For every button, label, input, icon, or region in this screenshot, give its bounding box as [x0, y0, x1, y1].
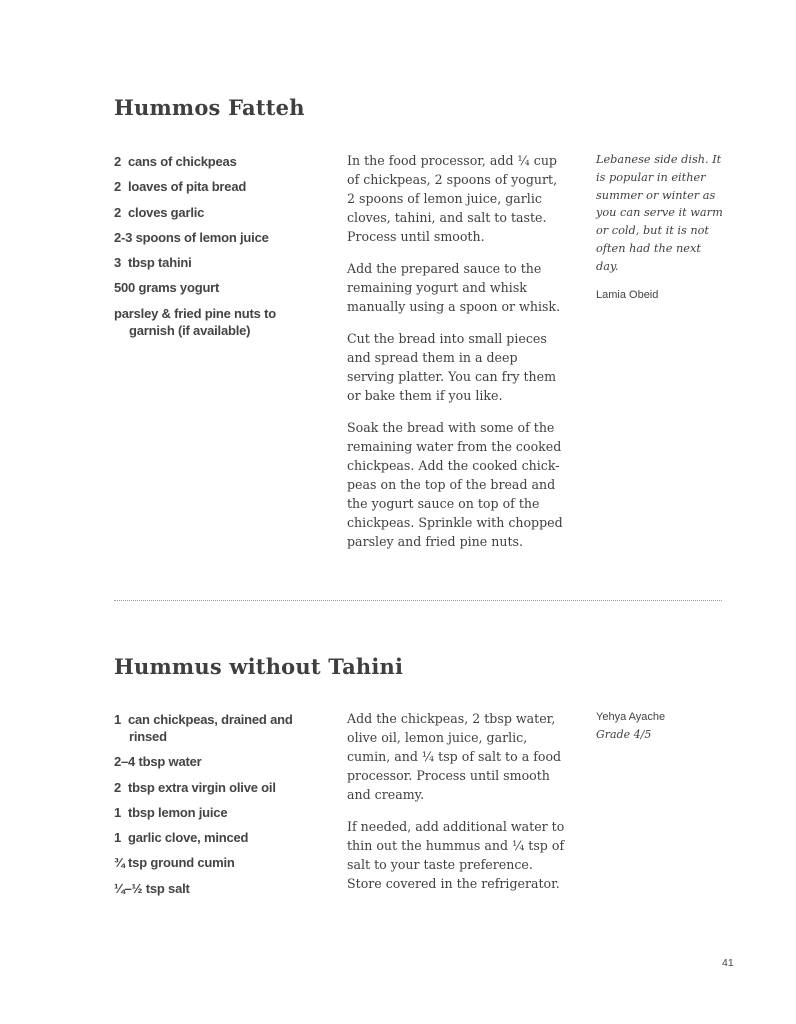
ingredient-item: [114, 229, 304, 246]
method-step: In the food processor, add ¼ cup of chickpeas, 2 spoons of yogurt, 2 spoons of lemon juice, garlic cloves, tahini, and salt to taste. Process until smooth.: [347, 153, 558, 244]
ingredient-list: [114, 153, 304, 347]
ingredient-item: [114, 779, 304, 796]
page-number: 41: [722, 957, 734, 969]
ingredient-item: [114, 829, 304, 846]
ingredient-text: 500 grams yogurt: [114, 280, 220, 296]
recipe-hummus-without-tahini: [114, 654, 726, 896]
section-divider: [114, 600, 722, 601]
ingredient-text: parsley & fried pine nuts to garnish (if available): [114, 305, 276, 338]
ingredient-text: cans of chickpeas: [128, 154, 237, 169]
recipe-note: [596, 151, 726, 304]
note-text: Lebanese side dish. It is popular in either summer or winter as you can serve it warm or cold, but it is not often had the next day.: [596, 153, 723, 273]
method-step: Cut the bread into small pieces and spread them in a deep serving platter. You can fry them or bake them if you like.: [347, 331, 557, 403]
ingredient-text: cloves garlic: [128, 204, 205, 220]
ingredient-text: tbsp lemon juice: [128, 804, 228, 820]
ingredient-qty: 1: [114, 804, 122, 820]
ingredient-text: garlic clove, minced: [128, 830, 249, 846]
recipe-title: Hummus without Tahini: [114, 654, 404, 679]
method-step: Soak the bread with some of the remaining water from the cooked chickpeas. Add the cooked chick-peas on the top of the bread and the yogurt sauce on top of the chickpeas. Sprinkle with chopped parsley and fried pine nuts.: [347, 420, 563, 549]
ingredient-qty: 3: [114, 255, 122, 271]
ingredient-item: [114, 204, 304, 221]
recipe-hummos-fatteh: [114, 95, 726, 549]
ingredient-text: ¾ tsp ground cumin: [114, 855, 235, 871]
ingredient-item: [114, 880, 304, 897]
ingredient-text: ¼–½ tsp salt: [114, 880, 190, 896]
ingredient-text: 2-3 spoons of lemon juice: [114, 229, 269, 245]
method-step: If needed, add additional water to thin out the hummus and ¼ tsp of salt to your taste preference. Store covered in the refrigerator.: [347, 819, 565, 891]
ingredient-item: [114, 254, 304, 271]
ingredient-qty: 2: [114, 204, 122, 220]
author-name: Yehya Ayache: [596, 711, 666, 723]
ingredient-item: [114, 153, 304, 170]
ingredient-item: [114, 804, 304, 821]
method-steps: [347, 151, 567, 564]
ingredient-qty: 2: [114, 779, 122, 795]
ingredient-qty: 2: [114, 179, 122, 195]
ingredient-item: [114, 711, 304, 745]
ingredient-text: can chickpeas, drained and rinsed: [128, 712, 293, 744]
ingredient-qty: 2: [114, 154, 122, 169]
ingredient-text: 2–4 tbsp water: [114, 754, 202, 770]
method-steps: [347, 709, 567, 906]
ingredient-item: [114, 178, 304, 195]
ingredient-qty: 1: [114, 712, 122, 727]
ingredient-item: [114, 279, 304, 296]
ingredient-text: tbsp extra virgin olive oil: [128, 779, 276, 795]
recipe-note: [596, 709, 726, 743]
ingredient-text: tbsp tahini: [128, 255, 192, 271]
ingredient-text: loaves of pita bread: [128, 179, 247, 195]
ingredient-list: [114, 711, 304, 905]
author-name: Lamia Obeid: [596, 288, 659, 301]
method-step: Add the chickpeas, 2 tbsp water, olive oil, lemon juice, garlic, cumin, and ¼ tsp of salt to a food processor. Process until smooth and creamy.: [347, 711, 562, 802]
ingredient-item: [114, 753, 304, 770]
ingredient-item: [114, 305, 304, 339]
recipe-title: Hummos Fatteh: [114, 95, 305, 120]
method-step: Add the prepared sauce to the remaining yogurt and whisk manually using a spoon or whisk.: [347, 261, 561, 314]
author-grade: Grade 4/5: [596, 728, 652, 741]
ingredient-qty: 1: [114, 830, 122, 846]
ingredient-item: [114, 854, 304, 871]
